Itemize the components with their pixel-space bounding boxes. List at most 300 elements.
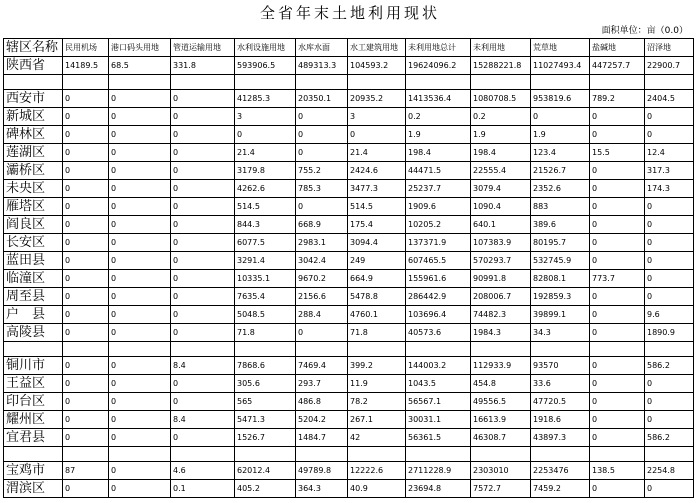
- page-title: 全省年末土地利用现状: [259, 4, 440, 22]
- value-cell: 0: [109, 480, 171, 498]
- value-cell: 198.4: [406, 144, 471, 162]
- value-cell: 0: [109, 270, 171, 288]
- region-name-cell: 碑林区: [4, 126, 63, 144]
- value-cell: 0: [171, 306, 235, 324]
- value-cell: 389.6: [531, 216, 590, 234]
- value-cell: 23694.8: [406, 480, 471, 498]
- value-cell: 40573.6: [406, 324, 471, 342]
- value-cell: 0: [590, 234, 645, 252]
- value-cell: 0: [645, 411, 694, 429]
- value-cell: 565: [235, 393, 296, 411]
- value-cell: 1080708.5: [471, 90, 531, 108]
- value-cell: 3179.8: [235, 162, 296, 180]
- empty-cell: [471, 447, 531, 462]
- empty-cell: [63, 342, 109, 357]
- region-name-cell: 耀州区: [4, 411, 63, 429]
- value-cell: 593906.5: [235, 57, 296, 75]
- region-name-cell: 陕西省: [4, 57, 63, 75]
- empty-cell: [109, 75, 171, 90]
- value-cell: 785.3: [296, 180, 348, 198]
- value-cell: 607465.5: [406, 252, 471, 270]
- value-cell: 249: [348, 252, 406, 270]
- value-cell: 0: [63, 324, 109, 342]
- value-cell: 138.5: [590, 462, 645, 480]
- value-cell: 7635.4: [235, 288, 296, 306]
- value-cell: 3: [348, 108, 406, 126]
- region-name-cell: 莲湖区: [4, 144, 63, 162]
- value-cell: 0: [63, 162, 109, 180]
- value-cell: 1.9: [406, 126, 471, 144]
- value-cell: 5478.8: [348, 288, 406, 306]
- table-row: [4, 198, 694, 216]
- value-cell: 42: [348, 429, 406, 447]
- value-cell: 0: [109, 411, 171, 429]
- value-cell: 0: [590, 162, 645, 180]
- value-cell: 123.4: [531, 144, 590, 162]
- table-row: [4, 480, 694, 498]
- table-row: [4, 90, 694, 108]
- value-cell: 4760.1: [348, 306, 406, 324]
- value-cell: 21.4: [235, 144, 296, 162]
- value-cell: 5204.2: [296, 411, 348, 429]
- value-cell: 1890.9: [645, 324, 694, 342]
- value-cell: 62012.4: [235, 462, 296, 480]
- value-cell: 30031.1: [406, 411, 471, 429]
- value-cell: 25237.7: [406, 180, 471, 198]
- value-cell: 0: [63, 126, 109, 144]
- value-cell: 1984.3: [471, 324, 531, 342]
- value-cell: 93570: [531, 357, 590, 375]
- header-row: [4, 39, 694, 57]
- value-cell: 1043.5: [406, 375, 471, 393]
- value-cell: 0: [296, 324, 348, 342]
- value-cell: 1090.4: [471, 198, 531, 216]
- table-row: [4, 180, 694, 198]
- value-cell: 71.8: [235, 324, 296, 342]
- value-cell: 288.4: [296, 306, 348, 324]
- empty-cell: [171, 75, 235, 90]
- value-cell: 0: [645, 480, 694, 498]
- value-cell: 0: [63, 90, 109, 108]
- value-cell: 0: [590, 429, 645, 447]
- value-cell: 8.4: [171, 357, 235, 375]
- value-cell: 175.4: [348, 216, 406, 234]
- column-header: 民用机场: [63, 39, 109, 57]
- value-cell: 0: [645, 234, 694, 252]
- value-cell: 755.2: [296, 162, 348, 180]
- empty-cell: [4, 75, 63, 90]
- value-cell: 174.3: [645, 180, 694, 198]
- value-cell: 0: [63, 198, 109, 216]
- value-cell: 0: [590, 180, 645, 198]
- value-cell: 103696.4: [406, 306, 471, 324]
- column-header: 管道运输用地: [171, 39, 235, 57]
- value-cell: 570293.7: [471, 252, 531, 270]
- empty-cell: [531, 342, 590, 357]
- unit-label: 面积单位：亩（0.0）: [601, 26, 688, 36]
- value-cell: 0: [645, 288, 694, 306]
- value-cell: 883: [531, 198, 590, 216]
- value-cell: 0: [171, 270, 235, 288]
- value-cell: 43897.3: [531, 429, 590, 447]
- land-use-table: [3, 38, 694, 498]
- value-cell: 0: [109, 324, 171, 342]
- value-cell: 0: [63, 306, 109, 324]
- value-cell: 0: [109, 288, 171, 306]
- value-cell: 331.8: [171, 57, 235, 75]
- value-cell: 844.3: [235, 216, 296, 234]
- value-cell: 74482.3: [471, 306, 531, 324]
- value-cell: 0: [171, 393, 235, 411]
- value-cell: 137371.9: [406, 234, 471, 252]
- value-cell: 5471.3: [235, 411, 296, 429]
- empty-cell: [296, 75, 348, 90]
- column-header: 水利设施用地: [235, 39, 296, 57]
- empty-cell: [348, 447, 406, 462]
- empty-cell: [296, 447, 348, 462]
- value-cell: 0: [109, 252, 171, 270]
- table-row: [4, 57, 694, 75]
- region-name-cell: 渭滨区: [4, 480, 63, 498]
- value-cell: 0: [109, 108, 171, 126]
- value-cell: 586.2: [645, 357, 694, 375]
- value-cell: 78.2: [348, 393, 406, 411]
- value-cell: 39899.1: [531, 306, 590, 324]
- value-cell: 514.5: [235, 198, 296, 216]
- value-cell: 789.2: [590, 90, 645, 108]
- value-cell: 144003.2: [406, 357, 471, 375]
- value-cell: 80195.7: [531, 234, 590, 252]
- value-cell: 0: [296, 198, 348, 216]
- value-cell: 0: [348, 126, 406, 144]
- value-cell: 9670.2: [296, 270, 348, 288]
- table-row: [4, 411, 694, 429]
- value-cell: 0: [109, 144, 171, 162]
- empty-cell: [296, 342, 348, 357]
- empty-cell: [109, 447, 171, 462]
- value-cell: 20350.1: [296, 90, 348, 108]
- value-cell: 0: [109, 234, 171, 252]
- value-cell: 3079.4: [471, 180, 531, 198]
- empty-cell: [471, 342, 531, 357]
- value-cell: 0: [109, 357, 171, 375]
- value-cell: 49556.5: [471, 393, 531, 411]
- value-cell: 15.5: [590, 144, 645, 162]
- region-name-cell: 阎良区: [4, 216, 63, 234]
- empty-cell: [406, 447, 471, 462]
- spacer-row: [4, 342, 694, 357]
- value-cell: 773.7: [590, 270, 645, 288]
- value-cell: 317.3: [645, 162, 694, 180]
- value-cell: 3042.4: [296, 252, 348, 270]
- value-cell: 514.5: [348, 198, 406, 216]
- value-cell: 286442.9: [406, 288, 471, 306]
- empty-cell: [63, 447, 109, 462]
- value-cell: 21.4: [348, 144, 406, 162]
- value-cell: 447257.7: [590, 57, 645, 75]
- value-cell: 1484.7: [296, 429, 348, 447]
- value-cell: 0.1: [171, 480, 235, 498]
- value-cell: 2253476: [531, 462, 590, 480]
- value-cell: 489313.3: [296, 57, 348, 75]
- value-cell: 0: [171, 252, 235, 270]
- value-cell: 0: [63, 234, 109, 252]
- value-cell: 0: [109, 429, 171, 447]
- value-cell: 0: [645, 126, 694, 144]
- value-cell: 0: [171, 429, 235, 447]
- value-cell: 2711228.9: [406, 462, 471, 480]
- value-cell: 0: [590, 324, 645, 342]
- value-cell: 155961.6: [406, 270, 471, 288]
- table-body: [4, 57, 694, 498]
- table-row: [4, 288, 694, 306]
- region-name-cell: 铜川市: [4, 357, 63, 375]
- value-cell: 486.8: [296, 393, 348, 411]
- value-cell: 56361.5: [406, 429, 471, 447]
- value-cell: 14189.5: [63, 57, 109, 75]
- value-cell: 33.6: [531, 375, 590, 393]
- value-cell: 0: [590, 216, 645, 234]
- value-cell: 34.3: [531, 324, 590, 342]
- value-cell: 3291.4: [235, 252, 296, 270]
- column-header: 荒草地: [531, 39, 590, 57]
- column-header-region: 辖区名称: [4, 39, 63, 57]
- empty-cell: [531, 75, 590, 90]
- value-cell: 1909.6: [406, 198, 471, 216]
- empty-cell: [348, 342, 406, 357]
- value-cell: 0: [171, 108, 235, 126]
- value-cell: 21526.7: [531, 162, 590, 180]
- empty-cell: [63, 75, 109, 90]
- table-row: [4, 462, 694, 480]
- value-cell: 82808.1: [531, 270, 590, 288]
- value-cell: 7469.4: [296, 357, 348, 375]
- region-name-cell: 蓝田县: [4, 252, 63, 270]
- region-name-cell: 周至县: [4, 288, 63, 306]
- value-cell: 0: [590, 198, 645, 216]
- value-cell: 208006.7: [471, 288, 531, 306]
- value-cell: 0: [171, 198, 235, 216]
- value-cell: 6077.5: [235, 234, 296, 252]
- value-cell: 10205.2: [406, 216, 471, 234]
- value-cell: 20935.2: [348, 90, 406, 108]
- table-row: [4, 252, 694, 270]
- spacer-row: [4, 75, 694, 90]
- empty-cell: [590, 447, 645, 462]
- column-header: 未利用地: [471, 39, 531, 57]
- empty-cell: [171, 342, 235, 357]
- value-cell: 0: [171, 90, 235, 108]
- region-name-cell: 宝鸡市: [4, 462, 63, 480]
- value-cell: 2254.8: [645, 462, 694, 480]
- value-cell: 192859.3: [531, 288, 590, 306]
- value-cell: 0: [63, 252, 109, 270]
- value-cell: 586.2: [645, 429, 694, 447]
- table-row: [4, 306, 694, 324]
- value-cell: 0: [109, 393, 171, 411]
- table-row: [4, 357, 694, 375]
- region-name-cell: 西安市: [4, 90, 63, 108]
- value-cell: 107383.9: [471, 234, 531, 252]
- empty-cell: [406, 75, 471, 90]
- value-cell: 0: [109, 375, 171, 393]
- value-cell: 3: [235, 108, 296, 126]
- value-cell: 0: [645, 393, 694, 411]
- value-cell: 305.6: [235, 375, 296, 393]
- value-cell: 198.4: [471, 144, 531, 162]
- region-name-cell: 王益区: [4, 375, 63, 393]
- value-cell: 664.9: [348, 270, 406, 288]
- value-cell: 0: [590, 288, 645, 306]
- column-header: 沼泽地: [645, 39, 694, 57]
- value-cell: 668.9: [296, 216, 348, 234]
- value-cell: 12222.6: [348, 462, 406, 480]
- table-row: [4, 126, 694, 144]
- value-cell: 0: [63, 144, 109, 162]
- value-cell: 0: [171, 234, 235, 252]
- empty-cell: [4, 342, 63, 357]
- value-cell: 87: [63, 462, 109, 480]
- value-cell: 7459.2: [531, 480, 590, 498]
- value-cell: 0.2: [406, 108, 471, 126]
- value-cell: 1526.7: [235, 429, 296, 447]
- value-cell: 0: [590, 108, 645, 126]
- value-cell: 112933.9: [471, 357, 531, 375]
- value-cell: 104593.2: [348, 57, 406, 75]
- value-cell: 90991.8: [471, 270, 531, 288]
- value-cell: 71.8: [348, 324, 406, 342]
- region-name-cell: 临潼区: [4, 270, 63, 288]
- value-cell: 0: [171, 375, 235, 393]
- value-cell: 0: [63, 375, 109, 393]
- value-cell: 4.6: [171, 462, 235, 480]
- region-name-cell: 未央区: [4, 180, 63, 198]
- value-cell: 0: [235, 126, 296, 144]
- table-row: [4, 429, 694, 447]
- value-cell: 11027493.4: [531, 57, 590, 75]
- table-row: [4, 393, 694, 411]
- table-row: [4, 270, 694, 288]
- value-cell: 0: [109, 198, 171, 216]
- value-cell: 399.2: [348, 357, 406, 375]
- empty-cell: [109, 342, 171, 357]
- empty-cell: [406, 342, 471, 357]
- value-cell: 1.9: [531, 126, 590, 144]
- value-cell: 7868.6: [235, 357, 296, 375]
- value-cell: 364.3: [296, 480, 348, 498]
- value-cell: 454.8: [471, 375, 531, 393]
- empty-cell: [235, 447, 296, 462]
- value-cell: 0: [63, 180, 109, 198]
- value-cell: 0: [171, 144, 235, 162]
- spacer-row: [4, 447, 694, 462]
- value-cell: 0: [109, 90, 171, 108]
- value-cell: 0: [63, 108, 109, 126]
- value-cell: 2424.6: [348, 162, 406, 180]
- value-cell: 0: [645, 252, 694, 270]
- value-cell: 0: [296, 144, 348, 162]
- table-row: [4, 234, 694, 252]
- value-cell: 0: [645, 198, 694, 216]
- value-cell: 0: [63, 288, 109, 306]
- value-cell: 0: [63, 480, 109, 498]
- value-cell: 0: [645, 375, 694, 393]
- region-name-cell: 户 县: [4, 306, 63, 324]
- region-name-cell: 灞桥区: [4, 162, 63, 180]
- empty-cell: [590, 342, 645, 357]
- value-cell: 0: [296, 126, 348, 144]
- value-cell: 22900.7: [645, 57, 694, 75]
- column-header: 盐碱地: [590, 39, 645, 57]
- empty-cell: [4, 447, 63, 462]
- value-cell: 0: [63, 429, 109, 447]
- value-cell: 0: [109, 462, 171, 480]
- value-cell: 532745.9: [531, 252, 590, 270]
- value-cell: 16613.9: [471, 411, 531, 429]
- value-cell: 1918.6: [531, 411, 590, 429]
- value-cell: 293.7: [296, 375, 348, 393]
- value-cell: 0: [63, 357, 109, 375]
- value-cell: 0: [171, 180, 235, 198]
- empty-cell: [531, 447, 590, 462]
- value-cell: 3094.4: [348, 234, 406, 252]
- value-cell: 0: [63, 393, 109, 411]
- value-cell: 9.6: [645, 306, 694, 324]
- value-cell: 0: [590, 252, 645, 270]
- value-cell: 640.1: [471, 216, 531, 234]
- value-cell: 0: [590, 357, 645, 375]
- value-cell: 2404.5: [645, 90, 694, 108]
- value-cell: 3477.3: [348, 180, 406, 198]
- value-cell: 7572.7: [471, 480, 531, 498]
- value-cell: 2352.6: [531, 180, 590, 198]
- table-row: [4, 216, 694, 234]
- empty-cell: [645, 75, 694, 90]
- value-cell: 44471.5: [406, 162, 471, 180]
- value-cell: 49789.8: [296, 462, 348, 480]
- empty-cell: [471, 75, 531, 90]
- value-cell: 0: [171, 126, 235, 144]
- region-name-cell: 宜君县: [4, 429, 63, 447]
- value-cell: 2983.1: [296, 234, 348, 252]
- value-cell: 22555.4: [471, 162, 531, 180]
- value-cell: 4262.6: [235, 180, 296, 198]
- value-cell: 12.4: [645, 144, 694, 162]
- value-cell: 2156.6: [296, 288, 348, 306]
- value-cell: 0: [63, 411, 109, 429]
- empty-cell: [348, 75, 406, 90]
- value-cell: 0: [590, 393, 645, 411]
- value-cell: 1.9: [471, 126, 531, 144]
- value-cell: 0: [109, 216, 171, 234]
- table-row: [4, 375, 694, 393]
- empty-cell: [235, 75, 296, 90]
- value-cell: 0.2: [471, 108, 531, 126]
- value-cell: 11.9: [348, 375, 406, 393]
- empty-cell: [171, 447, 235, 462]
- region-name-cell: 新城区: [4, 108, 63, 126]
- value-cell: 0: [645, 270, 694, 288]
- value-cell: 0: [171, 288, 235, 306]
- value-cell: 0: [63, 270, 109, 288]
- empty-cell: [590, 75, 645, 90]
- column-header: 水库水面: [296, 39, 348, 57]
- value-cell: 19624096.2: [406, 57, 471, 75]
- value-cell: 0: [171, 324, 235, 342]
- value-cell: 56567.1: [406, 393, 471, 411]
- value-cell: 8.4: [171, 411, 235, 429]
- column-header: 港口码头用地: [109, 39, 171, 57]
